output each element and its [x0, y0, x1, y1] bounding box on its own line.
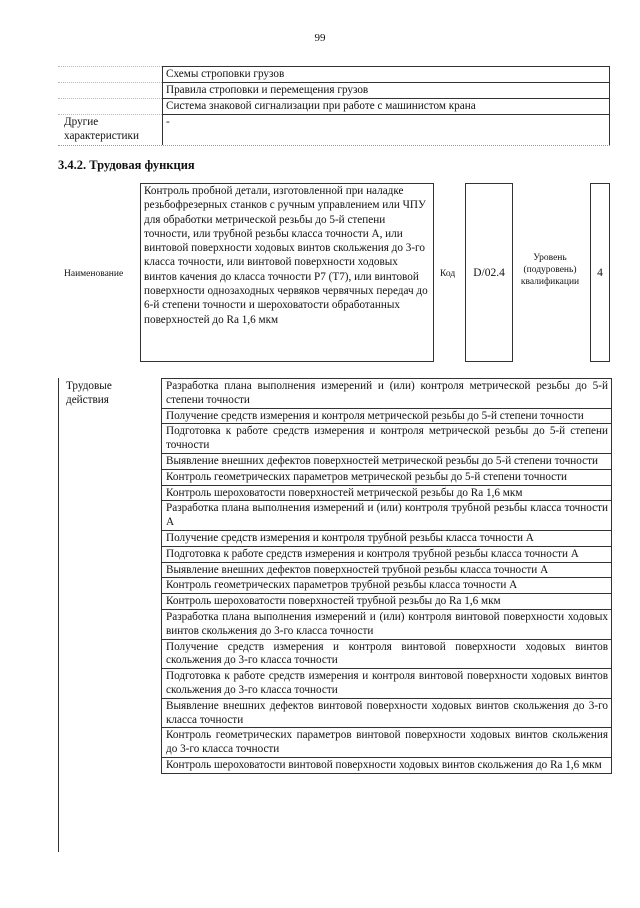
page-number: 99	[314, 32, 326, 44]
labor-action-item: Контроль геометрических параметров трубной резьбы класса точности А	[162, 577, 611, 593]
labor-action-item: Контроль шероховатости поверхностей трубной резьбы до Ra 1,6 мкм	[162, 593, 611, 609]
name-label: Наименование	[64, 269, 124, 279]
labor-action-item: Контроль геометрических параметров метрической резьбы до 5-й степени точности	[162, 469, 611, 485]
level-label: Уровень (подуровень) квалификации	[520, 253, 580, 287]
code-label: Код	[440, 269, 456, 279]
function-name: Контроль пробной детали, изготовленной при наладке резьбофрезерных станков с ручным управлением или ЧПУ для обработки метрической резьбы до 5-й степени точности, или трубной резьбы класса точности А, или винтовой поверхности ходовых винтов скольжения до 3-го класса точности, или винтовой поверхности ходовых винтов качения до класса точности Р7 (Т7), или винтовой поверхности однозаходных червяков червячных передач до 6-й степени точности и шероховатости обработанных поверхностей до Ra 1,6 мкм	[140, 183, 434, 362]
labor-action-item: Получение средств измерения и контроля винтовой поверхности ходовых винтов скольжения до 3-го класса точности	[162, 639, 611, 669]
labor-action-item: Выявление внешних дефектов поверхностей метрической резьбы до 5-й степени точности	[162, 453, 611, 469]
other-characteristics-label: Другие характеристики	[64, 116, 139, 142]
top-table-row-2: Правила строповки и перемещения грузов	[166, 84, 369, 96]
labor-action-item: Получение средств измерения и контроля метрической резьбы до 5-й степени точности	[162, 408, 611, 424]
labor-action-item: Контроль шероховатости поверхностей метрической резьбы до Ra 1,6 мкм	[162, 485, 611, 501]
labor-action-item: Выявление внешних дефектов винтовой поверхности ходовых винтов скольжения до 3-го класса точности	[162, 698, 611, 728]
section-heading: 3.4.2. Трудовая функция	[58, 158, 195, 172]
labor-action-item: Подготовка к работе средств измерения и контроля винтовой поверхности ходовых винтов скольжения до 3-го класса точности	[162, 668, 611, 698]
level-value: 4	[590, 183, 610, 362]
labor-action-item: Подготовка к работе средств измерения и контроля метрической резьбы до 5-й степени точности	[162, 423, 611, 453]
labor-actions-list	[161, 378, 612, 774]
labor-action-item: Контроль шероховатости винтовой поверхности ходовых винтов скольжения до Ra 1,6 мкм	[162, 757, 611, 774]
top-table-row-1: Схемы строповки грузов	[166, 68, 285, 80]
labor-action-item: Контроль геометрических параметров винтовой поверхности ходовых винтов скольжения до 3-го класса точности	[162, 727, 611, 757]
labor-action-item: Подготовка к работе средств измерения и контроля трубной резьбы класса точности А	[162, 546, 611, 562]
code-value: D/02.4	[465, 183, 513, 362]
top-table-row-3: Система знаковой сигнализации при работе с машинистом крана	[166, 100, 476, 112]
other-characteristics-value: -	[166, 116, 170, 128]
labor-action-item: Разработка плана выполнения измерений и (или) контроля винтовой поверхности ходовых винтов скольжения до 3-го класса точности	[162, 609, 611, 639]
labor-action-item: Разработка плана выполнения измерений и (или) контроля трубной резьбы класса точности А	[162, 500, 611, 530]
labor-actions-label: Трудовые действия	[66, 380, 112, 406]
labor-action-item: Разработка плана выполнения измерений и (или) контроля метрической резьбы до 5-й степени точности	[162, 378, 611, 408]
labor-action-item: Выявление внешних дефектов поверхностей трубной резьбы класса точности А	[162, 562, 611, 578]
top-table	[58, 66, 610, 146]
labor-action-item: Получение средств измерения и контроля трубной резьбы класса точности А	[162, 530, 611, 546]
